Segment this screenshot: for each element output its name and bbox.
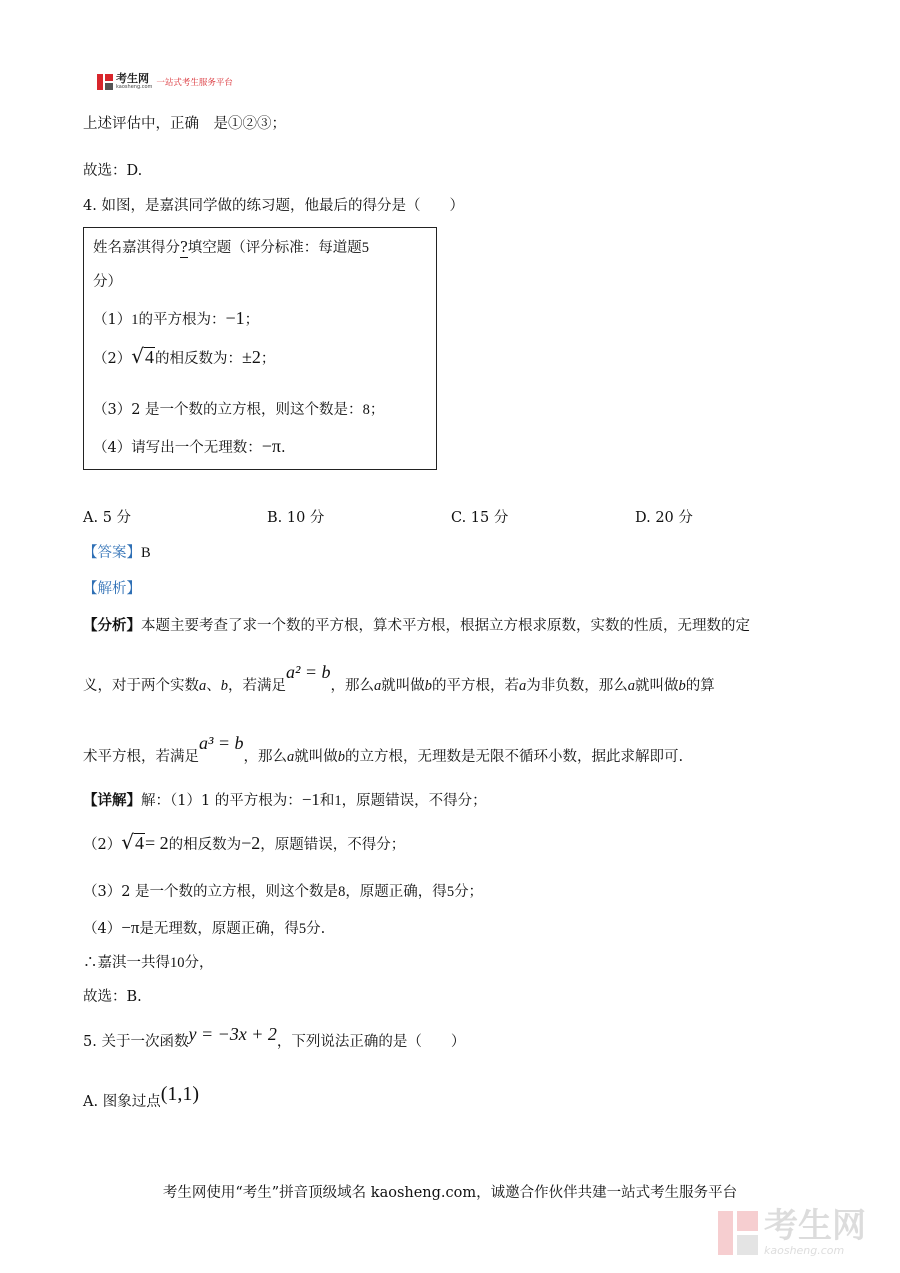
- q4-exercise-box: [83, 227, 437, 470]
- watermark-mark-icon: [718, 1211, 758, 1255]
- answer-line: [83, 545, 151, 562]
- eq-square: a² = b: [286, 662, 331, 682]
- detail-line-3: （3）2 是一个数的立方根，则这个数是8，原题正确，得5分；: [83, 884, 484, 900]
- eq-cube: a³ = b: [199, 733, 244, 753]
- sqrt-4-detail: √4: [121, 830, 144, 854]
- analysis-label: 【解析】: [83, 581, 141, 597]
- fenxi-line-1: 【分析】本题主要考查了求一个数的平方根，算术平方根，根据立方根求原数，实数的性质，无理数的定: [83, 617, 750, 634]
- score-blank: ?: [180, 240, 188, 258]
- detail-line-4: （4）−π是无理数，原题正确，得5分.: [83, 918, 326, 937]
- q4-stem: 4. 如图，是嘉淇同学做的练习题，他最后的得分是（ ）: [83, 198, 464, 214]
- box-item-1: （1）1的平方根为：−1；: [93, 308, 260, 328]
- box-item-3: （3）2 是一个数的立方根，则这个数是：8；: [93, 402, 385, 418]
- prev-choice-line: 故选：D.: [83, 163, 143, 179]
- logo-slogan: 一站式考生服务平台: [156, 78, 233, 88]
- answer-label: 【答案】: [83, 545, 141, 561]
- conclusion-line: ∴嘉淇一共得10分，: [83, 955, 214, 971]
- prev-evaluation-line: 上述评估中，正确 是①②③；: [83, 116, 286, 132]
- site-logo: [97, 73, 233, 91]
- sqrt-4: √4: [131, 344, 154, 368]
- detail-line-1: 【详解】解：（1）1 的平方根为：−1和1，原题错误，不得分；: [83, 790, 487, 809]
- logo-name: 考生网: [116, 72, 149, 85]
- q5-stem: 5. 关于一次函数y = −3x + 2，下列说法正确的是（ ）: [83, 1024, 466, 1050]
- watermark-domain: kaosheng.com: [764, 1244, 845, 1257]
- logo-mark-icon: [97, 74, 113, 90]
- q5-function: y = −3x + 2: [188, 1024, 277, 1044]
- fenxi-line-2: 义，对于两个实数a、b，若满足a² = b，那么a就叫做b的平方根，若a为非负数，那么a就叫做b的算: [83, 662, 715, 694]
- q4-option-d: D. 20 分: [635, 510, 693, 526]
- box-item-2: （2）√4的相反数为：±2；: [93, 344, 276, 368]
- point-1-1: (1,1): [160, 1083, 200, 1105]
- q4-option-b: B. 10 分: [267, 510, 325, 526]
- watermark-name: 考生网: [764, 1206, 866, 1246]
- page-footer: 考生网使用“考生”拼音顶级域名 kaosheng.com，诚邀合作伙伴共建一站式考生服务平台: [162, 1185, 738, 1201]
- watermark-logo: [718, 1208, 866, 1257]
- detail-line-2: （2）√4= 2的相反数为−2，原题错误，不得分；: [83, 830, 406, 854]
- fenxi-line-3: 术平方根，若满足a³ = b，那么a就叫做b的立方根，无理数是无限不循环小数，据此求解即可.: [83, 733, 684, 765]
- logo-domain: kaosheng.com: [116, 84, 153, 90]
- box-item-4: （4）请写出一个无理数：−π.: [93, 436, 286, 456]
- q5-option-a: A. 图象过点(1,1): [83, 1083, 200, 1110]
- q4-choice-line: 故选：B.: [83, 989, 142, 1005]
- box-title-line: 姓名嘉淇得分?填空题（评分标准：每道题5: [93, 240, 369, 258]
- q4-option-a: A. 5 分: [83, 510, 132, 526]
- q4-option-c: C. 15 分: [451, 510, 509, 526]
- box-title-line-2: 分）: [93, 274, 122, 290]
- answer-value: B: [141, 545, 151, 561]
